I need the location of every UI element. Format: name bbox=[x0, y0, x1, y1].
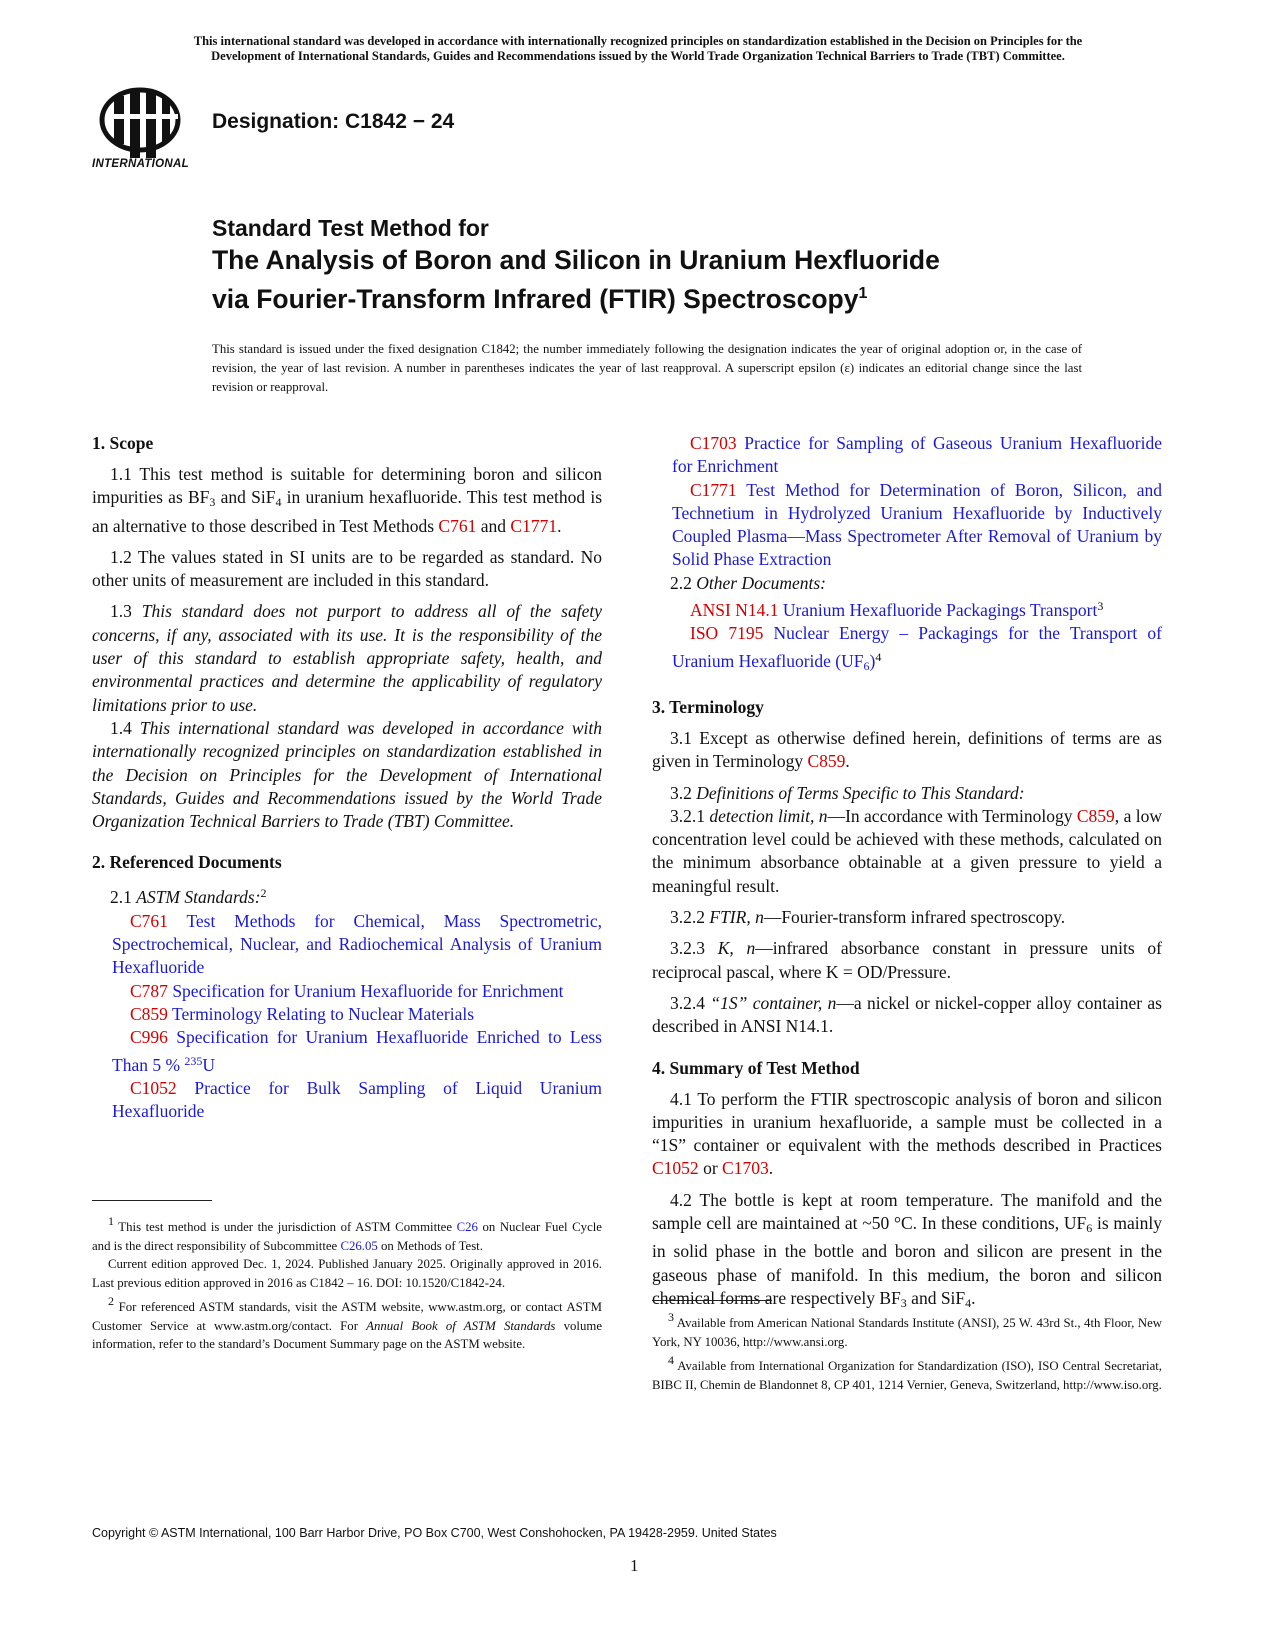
scope-1-4 bbox=[92, 717, 602, 833]
scope-1-1-end: . bbox=[557, 515, 562, 536]
footnote-1-text-a: This test method is under the jurisdiction of ASTM Committee bbox=[114, 1220, 457, 1234]
summary-4-2-text-b: is mainly in solid phase in the bottle and boron and silicon are present in the gaseous phase of manifold. In this medium, the boron and silicon chemical forms are respectively BF bbox=[652, 1213, 1162, 1308]
footnote-3 bbox=[652, 1308, 1162, 1351]
link-c859[interactable]: C859 bbox=[1076, 805, 1115, 826]
summary-4-1-end: . bbox=[768, 1158, 774, 1179]
other-documents-label bbox=[652, 572, 1162, 595]
ref-c787[interactable] bbox=[92, 980, 602, 1003]
term-3-2-4 bbox=[652, 992, 1162, 1039]
footnote-2 bbox=[92, 1292, 602, 1354]
footnote-mark: 2 bbox=[260, 886, 267, 901]
ref-title: Test Methods for Chemical, Mass Spectrometric, Spectrochemical, Nuclear, and Radiochemical Analysis of Uranium Hexafluoride bbox=[112, 910, 602, 978]
title-line3 bbox=[212, 277, 940, 316]
scope-heading: 1. Scope bbox=[92, 433, 154, 453]
footnote-mark: 4 bbox=[668, 1353, 674, 1367]
ref-code: C859 bbox=[130, 1003, 168, 1024]
ref-title: Terminology Relating to Nuclear Materials bbox=[172, 1003, 475, 1024]
term-3-1-end: . bbox=[845, 751, 850, 772]
ref-title-text: Specification for Uranium Hexafluoride Enriched to Less Than 5 % bbox=[112, 1027, 602, 1075]
left-column bbox=[92, 432, 602, 1123]
footnote-2-text-a: For referenced ASTM standards, visit the ASTM website, www.astm.org, or contact ASTM Customer Service at www.astm.org/contact. For bbox=[92, 1300, 602, 1333]
term-name: K, n bbox=[717, 938, 756, 959]
ref-title bbox=[112, 1027, 602, 1074]
subscript: 6 bbox=[863, 658, 870, 673]
summary-4-2 bbox=[652, 1189, 1162, 1315]
term-name: FTIR, n bbox=[709, 907, 764, 928]
ref-code: C1771 bbox=[690, 479, 737, 500]
title-line1: Standard Test Method for bbox=[212, 215, 489, 241]
subscript: 3 bbox=[209, 495, 216, 510]
ref-title-tail: ) bbox=[869, 650, 876, 671]
ref-c1052[interactable] bbox=[92, 1077, 602, 1124]
tbt-notice-line1: This international standard was developed in accordance with internationally recognized principles on standardization established in the Decision on Principles for the bbox=[193, 34, 1083, 48]
subscript: 6 bbox=[1086, 1221, 1093, 1236]
footnote-1 bbox=[92, 1212, 602, 1255]
summary-4-2-end: . bbox=[971, 1287, 976, 1308]
scope-1-1-text-c: in uranium hexafluoride. This test method is an alternative to those described in Test Methods bbox=[92, 487, 603, 536]
scope-1-1-text-b: and SiF bbox=[215, 487, 276, 508]
scope-1-4-num: 1.4 bbox=[110, 717, 140, 738]
superscript: 235 bbox=[184, 1053, 203, 1068]
footnote-rule-right bbox=[652, 1300, 772, 1301]
term-3-1-text: 3.1 Except as otherwise defined herein, definitions of terms are as given in Terminology bbox=[652, 727, 1162, 772]
footnote-2-text-b: volume information, refer to the standard’s Document Summary page on the ASTM website. bbox=[92, 1318, 602, 1351]
term-name: detection limit, n bbox=[709, 805, 828, 826]
footnote-mark: 3 bbox=[1097, 599, 1104, 614]
term-num: 3.2.2 bbox=[670, 907, 710, 928]
copyright: Copyright © ASTM International, 100 Barr Harbor Drive, PO Box C700, West Conshohocken, PA 19428-2959. United States bbox=[92, 1526, 777, 1540]
term-text: —infrared absorbance constant in pressure units of reciprocal pascal, where K = OD/Pressure. bbox=[652, 938, 1162, 982]
footnote-mark: 3 bbox=[668, 1310, 674, 1324]
ref-c1703[interactable] bbox=[652, 432, 1162, 479]
summary-4-2-text-c: and SiF bbox=[906, 1287, 966, 1308]
ref-code: C787 bbox=[130, 980, 168, 1001]
ref-title: Uranium Hexafluoride Packagings Transport bbox=[782, 600, 1098, 621]
scope-1-4-text: This international standard was developed in accordance with internationally recognized principles on standardization established in the Decision on Principles for the Development of International Standards, Guides and Recommendations issued by the World Trade Organization Technical Barriers to Trade (TBT) Committee. bbox=[92, 717, 603, 832]
ref-c859[interactable] bbox=[92, 1003, 602, 1026]
document-title bbox=[212, 213, 940, 316]
astm-logo bbox=[92, 86, 192, 176]
terminology-heading: 3. Terminology bbox=[652, 696, 764, 717]
title-line3-text: via Fourier-Transform Infrared (FTIR) Spectroscopy bbox=[212, 283, 859, 314]
term-num: 3.2.3 bbox=[670, 938, 718, 959]
ref-iso-7195[interactable] bbox=[652, 622, 1162, 678]
footnote-mark: 1 bbox=[108, 1214, 114, 1228]
title-line2: The Analysis of Boron and Silicon in Uranium Hexfluoride bbox=[212, 245, 940, 275]
ref-title: Practice for Bulk Sampling of Liquid Uranium Hexafluoride bbox=[112, 1077, 603, 1122]
scope-1-3-num: 1.3 bbox=[110, 601, 142, 622]
logo-international-text: INTERNATIONAL bbox=[92, 158, 189, 170]
footnote-1-edition: Current edition approved Dec. 1, 2024. Published January 2025. Originally approved in 2016. Last previous edition approved in 2016 as C1842 – 16. DOI: 10.1520/C1842-24. bbox=[92, 1257, 602, 1290]
ref-c1771[interactable] bbox=[652, 479, 1162, 572]
term-num: 3.2.1 bbox=[670, 805, 710, 826]
term-3-2-label: Definitions of Terms Specific to This Standard: bbox=[696, 782, 1025, 803]
summary-4-1-or: or bbox=[698, 1158, 723, 1179]
ref-code: C1703 bbox=[690, 433, 737, 453]
ref-c996[interactable] bbox=[92, 1026, 602, 1077]
astm-standards-label bbox=[92, 882, 602, 909]
tbt-notice-line2: Development of International Standards, Guides and Recommendations issued by the World Trade Organization Technical Barriers to Trade (TBT) Committee. bbox=[211, 49, 1065, 63]
term-3-2-3 bbox=[652, 937, 1162, 984]
footnote-mark: 2 bbox=[108, 1294, 114, 1308]
page-number: 1 bbox=[630, 1556, 639, 1575]
ref-code: C996 bbox=[130, 1027, 168, 1048]
subscript: 4 bbox=[275, 495, 282, 510]
scope-1-2: 1.2 The values stated in SI units are to be regarded as standard. No other units of measurement are included in this standard. bbox=[92, 546, 602, 591]
link-c26[interactable]: C26 bbox=[456, 1220, 478, 1234]
link-c1771[interactable]: C1771 bbox=[510, 515, 558, 536]
footnote-1-text-c: on Methods of Test. bbox=[377, 1238, 483, 1253]
tbt-notice bbox=[88, 34, 1188, 64]
scope-1-1-text-a: 1.1 This test method is suitable for determining boron and silicon impurities as BF bbox=[92, 464, 602, 508]
term-text-b: , a low concentration level could be achieved with these methods, calculated on the minimum absorbance obtainable at a given pressure to yield a meaningful result. bbox=[652, 805, 1162, 896]
footnote-3-text: Available from American National Standards Institute (ANSI), 25 W. 43rd St., 4th Floor, New York, NY 10036, http://www.ansi.org. bbox=[652, 1316, 1162, 1349]
link-c859[interactable]: C859 bbox=[807, 751, 846, 772]
ref-title: Test Method for Determination of Boron, Silicon, and Technetium in Hydrolyzed Uranium Hexafluoride by Inductively Coupled Plasma—Mass Spectrometer After Removal of Uranium by Solid Phase Extraction bbox=[672, 479, 1162, 570]
ref-c761[interactable] bbox=[92, 910, 602, 980]
term-3-2-2 bbox=[652, 906, 1162, 929]
issued-note: This standard is issued under the fixed designation C1842; the number immediately following the designation indicates the year of original adoption or, in the case of revision, the year of last revision. A number in parentheses indicates the year of last reapproval. A superscript epsilon (ε) indicates an editorial change since the last revision or reapproval. bbox=[212, 342, 1082, 394]
summary-4-2-text-a: 4.2 The bottle is kept at room temperature. The manifold and the sample cell are maintained at ~50 °C. In these conditions, UF bbox=[652, 1189, 1162, 1234]
term-text: —Fourier-transform infrared spectroscopy. bbox=[763, 907, 1066, 928]
link-c1052[interactable]: C1052 bbox=[652, 1158, 699, 1179]
term-3-2 bbox=[652, 782, 1162, 805]
scope-1-1-and: and bbox=[476, 515, 511, 536]
designation: Designation: C1842 − 24 bbox=[212, 110, 455, 133]
footnote-mark: 4 bbox=[875, 649, 882, 664]
astm-standards-text: ASTM Standards: bbox=[136, 887, 261, 908]
footnote-4 bbox=[652, 1351, 1162, 1394]
summary-4-1-text: 4.1 To perform the FTIR spectroscopic analysis of boron and silicon impurities in uranium hexafluoride, a sample must be collected in a “1S” container or equivalent with the methods described in Practices bbox=[652, 1088, 1162, 1156]
title-footnote-mark: 1 bbox=[858, 285, 868, 302]
footnotes-left bbox=[92, 1212, 602, 1354]
ref-title-text: Nuclear Energy – Packagings for the Transport of Uranium Hexafluoride (UF bbox=[672, 623, 1162, 671]
term-num: 3.2.4 bbox=[670, 992, 711, 1013]
term-3-2-num: 3.2 bbox=[670, 782, 697, 803]
ref-code: ISO 7195 bbox=[690, 623, 764, 644]
subscript: 4 bbox=[965, 1295, 972, 1310]
term-3-1 bbox=[652, 727, 1162, 774]
ref-ansi-n14-1[interactable] bbox=[652, 595, 1162, 622]
link-c26-05[interactable]: C26.05 bbox=[340, 1238, 378, 1253]
astm-standards-num: 2.1 bbox=[110, 887, 137, 908]
other-documents-text: Other Documents: bbox=[696, 572, 827, 593]
other-documents-num: 2.2 bbox=[670, 572, 697, 593]
referenced-heading: 2. Referenced Documents bbox=[92, 852, 282, 873]
summary-4-1 bbox=[652, 1088, 1162, 1181]
footnote-4-text: Available from International Organization for Standardization (ISO), ISO Central Secretariat, BIBC II, Chemin de Blandonnet 8, CP 401, 1214 Vernier, Geneva, Switzerland, http://www.iso.org. bbox=[652, 1359, 1162, 1392]
scope-1-3-text: This standard does not purport to address all of the safety concerns, if any, associated with its use. It is the responsibility of the user of this standard to establish appropriate safety, health, and environmental practices and determine the applicability of regulatory limitations prior to use. bbox=[92, 601, 602, 715]
ref-code: C761 bbox=[130, 910, 168, 931]
subscript: 3 bbox=[900, 1295, 907, 1310]
ref-title: Specification for Uranium Hexafluoride for Enrichment bbox=[172, 980, 564, 1001]
footnote-1-text-b: on Nuclear Fuel Cycle and is the direct responsibility of Subcommittee bbox=[92, 1220, 602, 1253]
term-name: “1S” container, n bbox=[710, 992, 837, 1013]
term-3-2-1 bbox=[652, 805, 1162, 898]
term-text: —a nickel or nickel-copper alloy container as described in ANSI N14.1. bbox=[652, 992, 1162, 1037]
term-text-a: —In accordance with Terminology bbox=[827, 805, 1077, 826]
link-c761[interactable]: C761 bbox=[438, 515, 477, 536]
footnotes-right bbox=[652, 1308, 1162, 1394]
ref-title: Practice for Sampling of Gaseous Uranium Hexafluoride for Enrichment bbox=[672, 433, 1163, 477]
footnote-2-italic: Annual Book of ASTM Standards bbox=[366, 1318, 556, 1333]
right-column bbox=[652, 432, 1162, 1315]
scope-1-3 bbox=[92, 600, 602, 716]
footnote-rule-left bbox=[92, 1200, 212, 1201]
ref-code: ANSI N14.1 bbox=[690, 600, 779, 621]
scope-1-1 bbox=[92, 463, 602, 538]
link-c1703[interactable]: C1703 bbox=[722, 1158, 769, 1179]
summary-heading: 4. Summary of Test Method bbox=[652, 1057, 860, 1078]
ref-code: C1052 bbox=[130, 1077, 177, 1098]
ref-title-tail: U bbox=[202, 1054, 216, 1075]
